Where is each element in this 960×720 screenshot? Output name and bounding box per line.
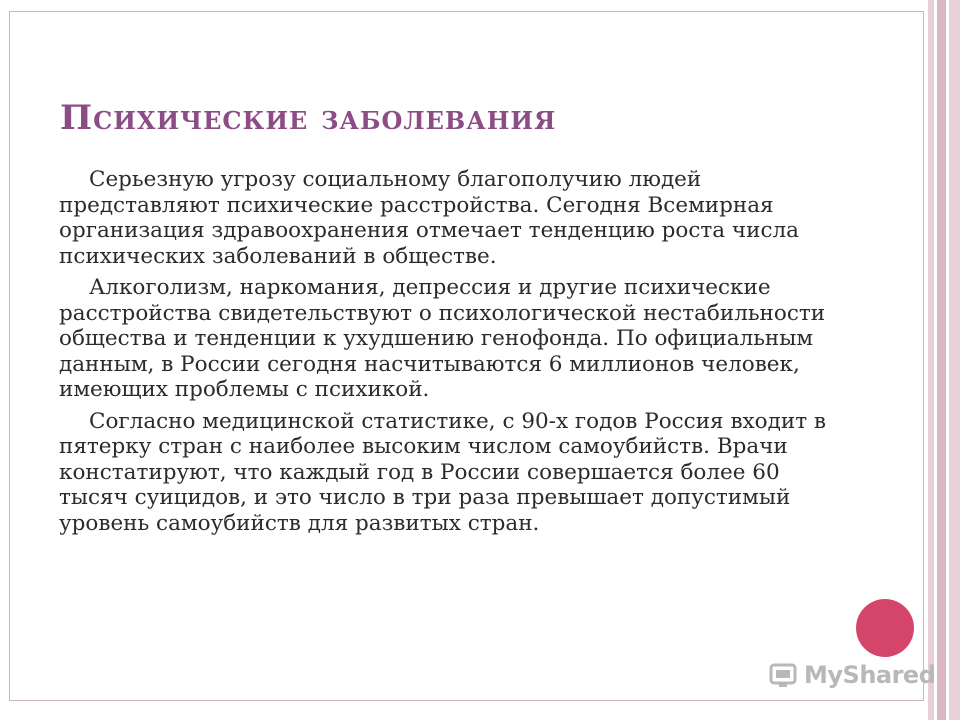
slide-body bbox=[59, 167, 834, 542]
paragraph: Согласно медицинской статистике, с 90-х годов Россия входит в пятерку стран с наиболее высоким числом самоубийств. Врачи констатируют, что каждый год в России совершается более 60 тысяч суицидов, и это число в три раза превышает допустимый уровень самоубийств для развитых стран. bbox=[59, 408, 827, 536]
watermark-text: MyShared bbox=[804, 661, 936, 689]
myshared-logo-icon bbox=[768, 660, 798, 690]
paragraph: Серьезную угрозу социальному благополучию людей представляют психические расстройства. Сегодня Всемирная организация здравоохранения отмечает тенденцию роста числа психических заболеваний в обществе. bbox=[59, 167, 799, 269]
paragraph: Алкоголизм, наркомания, депрессия и другие психические расстройства свидетельствуют о психологической нестабильности общества и тенденции к ухудшению генофонда. По официальным данным, в России сегодня насчитываются 6 миллионов человек, имеющих проблемы с психикой. bbox=[59, 275, 826, 402]
accent-circle bbox=[856, 599, 914, 657]
stripe bbox=[937, 0, 946, 720]
slide-title: Психические заболевания bbox=[60, 98, 557, 138]
watermark[interactable] bbox=[768, 657, 935, 693]
stripe bbox=[949, 0, 960, 720]
decorative-stripes bbox=[928, 0, 960, 720]
